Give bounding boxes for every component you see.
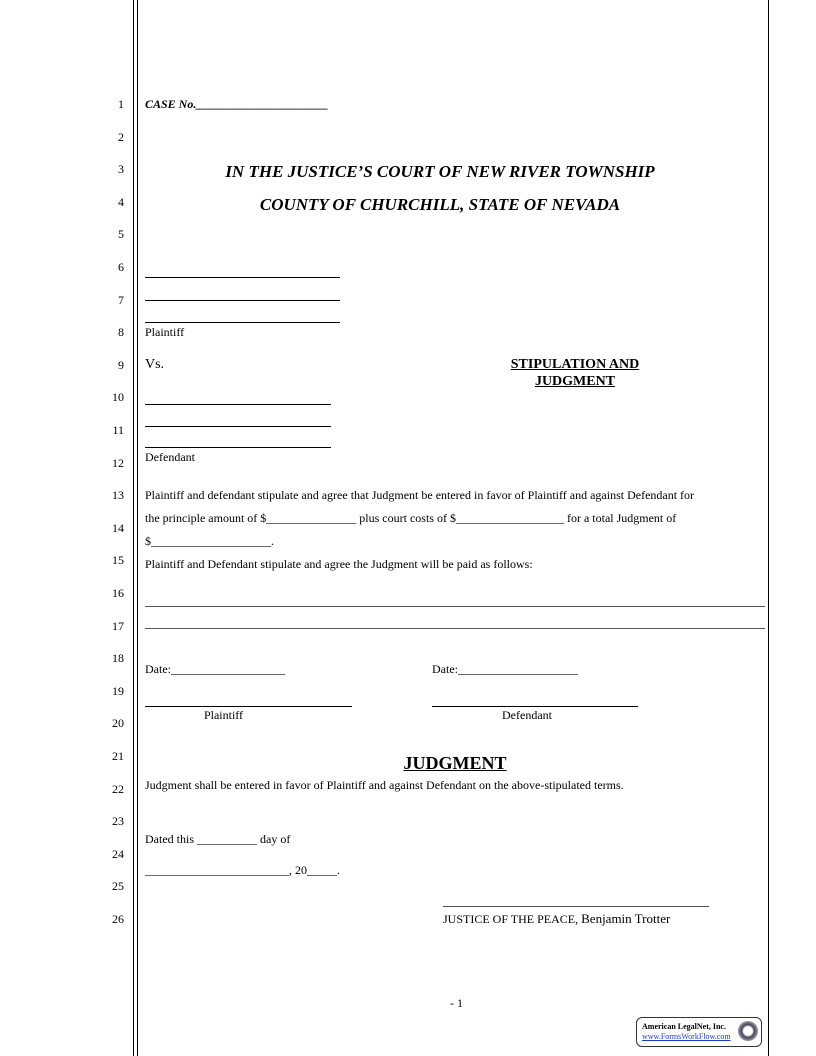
line-number: 26 bbox=[112, 912, 124, 926]
line-number: 11 bbox=[112, 423, 124, 437]
defendant-line-1[interactable] bbox=[145, 404, 331, 405]
line-number: 10 bbox=[112, 390, 124, 405]
defendant-line-3[interactable] bbox=[145, 447, 331, 448]
plaintiff-line-1[interactable] bbox=[145, 277, 340, 278]
logo-link[interactable]: www.FormsWorkFlow.com bbox=[642, 1032, 731, 1041]
case-number: CASE No.______________________ bbox=[145, 97, 329, 111]
line-number: 23 bbox=[112, 814, 124, 829]
justice-signature bbox=[443, 911, 670, 927]
justice-signature-line[interactable] bbox=[443, 906, 709, 907]
justice-title: JUSTICE OF THE PEACE, bbox=[443, 912, 579, 926]
para2: Plaintiff and Defendant stipulate and agree the Judgment will be paid as follows: bbox=[145, 557, 533, 571]
defendant-signature-line[interactable] bbox=[432, 706, 638, 707]
justice-name: Benjamin Trotter bbox=[581, 911, 671, 926]
plaintiff-signature-label: Plaintiff bbox=[203, 708, 244, 722]
defendant-line-2[interactable] bbox=[145, 426, 331, 427]
county-title: COUNTY OF CHURCHILL, STATE OF NEVADA bbox=[259, 195, 621, 214]
payment-line-1[interactable] bbox=[145, 606, 765, 607]
plaintiff-line-2[interactable] bbox=[145, 300, 340, 301]
line-number: 12 bbox=[112, 455, 124, 470]
judgment-heading: JUDGMENT bbox=[403, 753, 507, 773]
payment-line-2[interactable] bbox=[145, 628, 765, 629]
line-number: 19 bbox=[112, 683, 124, 698]
margin-line-left-1 bbox=[133, 0, 134, 1056]
line-number: 3 bbox=[118, 162, 124, 177]
para1-line1: Plaintiff and defendant stipulate and agree that Judgment be entered in favor of Plaintiff and against Defendant for bbox=[145, 488, 695, 502]
versus: Vs. bbox=[145, 357, 165, 372]
logo-line1: American LegalNet, Inc. bbox=[642, 1022, 726, 1031]
date-defendant[interactable]: Date:____________________ bbox=[432, 662, 578, 676]
line-number: 24 bbox=[112, 846, 124, 861]
line-number: 13 bbox=[112, 488, 124, 503]
line-number: 5 bbox=[118, 227, 124, 242]
line-number: 16 bbox=[112, 586, 124, 600]
line-number: 4 bbox=[118, 194, 124, 209]
defendant-signature-label: Defendant bbox=[502, 708, 552, 722]
logo-globe-icon bbox=[738, 1021, 758, 1041]
plaintiff-signature-line[interactable] bbox=[145, 706, 352, 707]
line-number: 14 bbox=[112, 520, 124, 535]
line-number: 21 bbox=[112, 749, 124, 763]
judgment-text: Judgment shall be entered in favor of Plaintiff and against Defendant on the above-stipulated terms. bbox=[145, 778, 624, 792]
doc-title-2: JUDGMENT bbox=[534, 374, 616, 389]
para1-line2: the principle amount of $_______________ plus court costs of $__________________ for a total Judgment of bbox=[145, 511, 677, 525]
line-number: 1 bbox=[118, 97, 124, 111]
americanlegalnet-logo[interactable] bbox=[636, 1017, 762, 1047]
court-title: IN THE JUSTICE’S COURT OF NEW RIVER TOWNSHIP bbox=[225, 162, 655, 181]
line-number: 6 bbox=[118, 260, 124, 274]
line-number: 17 bbox=[112, 618, 124, 633]
para1-line3: $____________________. bbox=[145, 534, 274, 548]
line-number: 20 bbox=[112, 716, 124, 731]
margin-line-left-2 bbox=[137, 0, 138, 1056]
doc-title-1: STIPULATION AND bbox=[510, 357, 640, 372]
line-number: 9 bbox=[118, 357, 124, 372]
line-number: 22 bbox=[112, 781, 124, 796]
dated-this[interactable]: Dated this __________ day of bbox=[145, 832, 291, 846]
line-number: 25 bbox=[112, 879, 124, 894]
date-plaintiff[interactable]: Date:___________________ bbox=[145, 662, 285, 676]
defendant-label: Defendant bbox=[145, 450, 195, 464]
plaintiff-line-3[interactable] bbox=[145, 322, 340, 323]
page-number: - 1 bbox=[450, 996, 463, 1010]
line-number: 8 bbox=[118, 325, 124, 340]
plaintiff-label: Plaintiff bbox=[145, 325, 185, 339]
dated-year[interactable]: ________________________, 20_____. bbox=[145, 863, 340, 877]
line-number: 7 bbox=[118, 292, 124, 307]
margin-line-right bbox=[768, 0, 769, 1056]
line-number: 15 bbox=[112, 553, 124, 568]
line-number: 2 bbox=[118, 129, 124, 144]
line-number: 18 bbox=[112, 651, 124, 666]
